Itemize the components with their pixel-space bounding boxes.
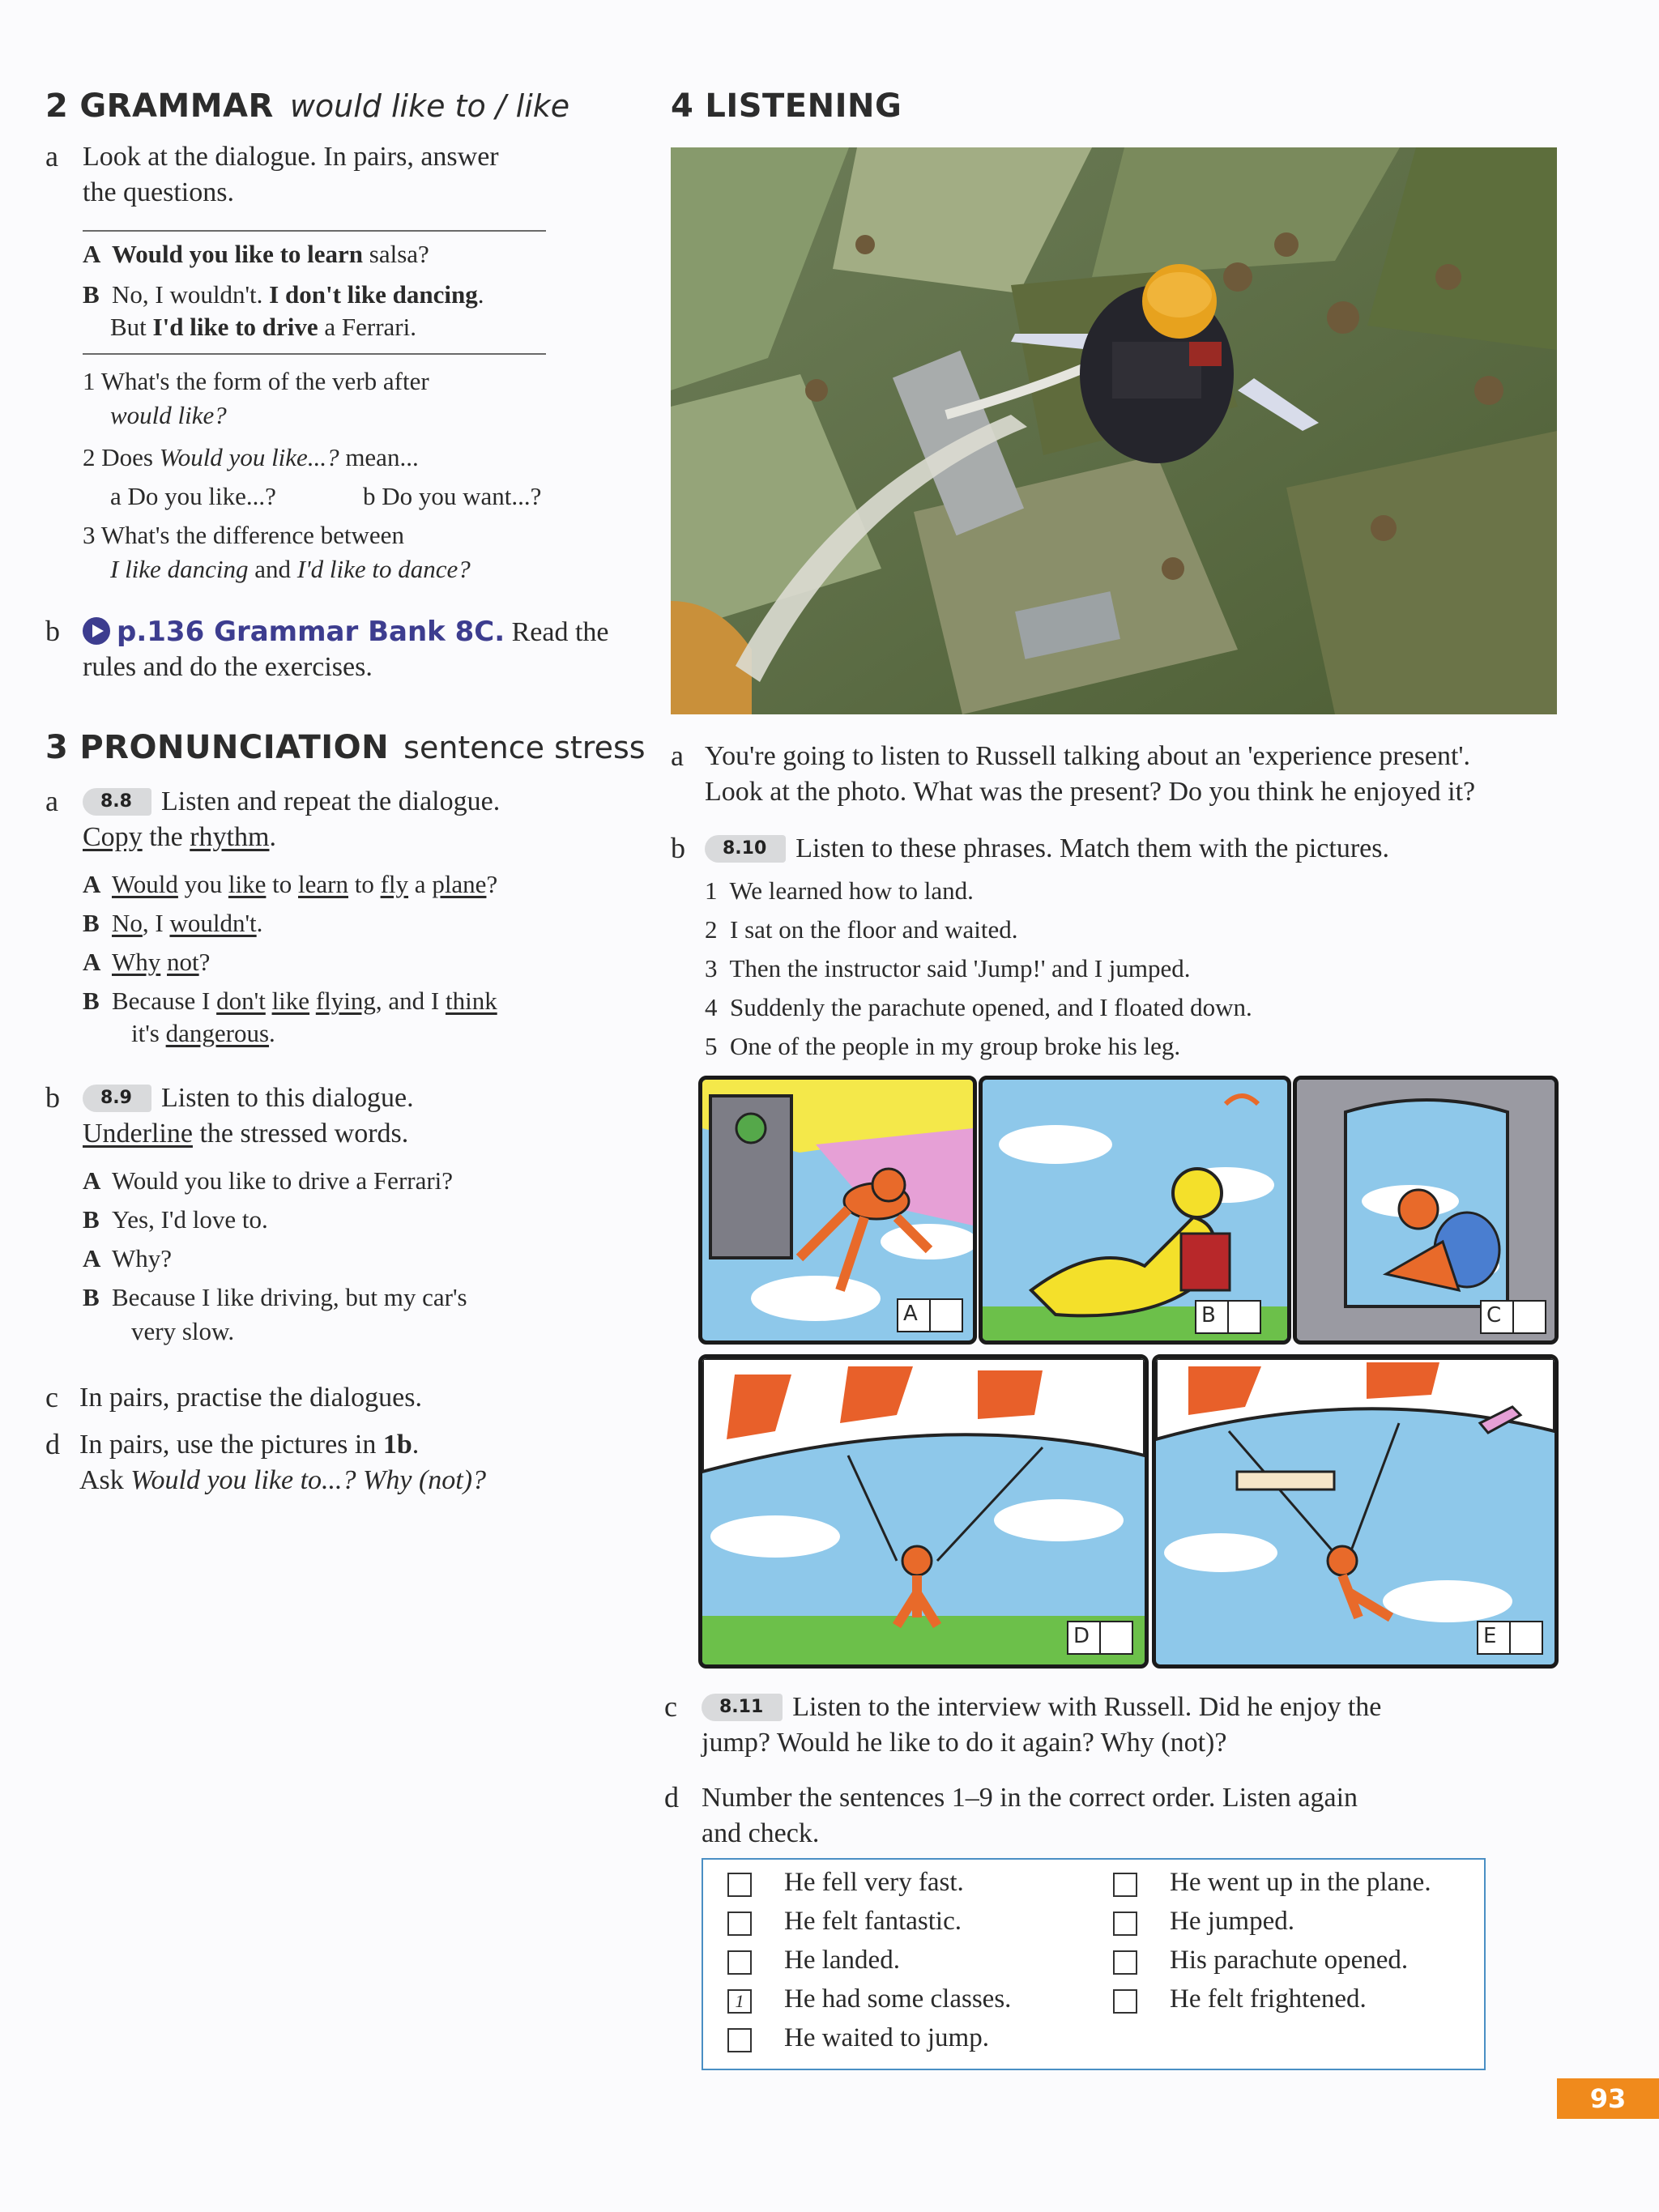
- dialogue-text: it's: [131, 1019, 166, 1047]
- exercise-letter: b: [671, 832, 685, 864]
- answer-box-a[interactable]: A: [897, 1298, 963, 1332]
- exercise-letter: c: [664, 1690, 677, 1723]
- listening-number: 4: [671, 87, 694, 125]
- sentence-text: He fell very fast.: [784, 1868, 964, 1897]
- sentence-text: He went up in the plane.: [1170, 1868, 1431, 1897]
- dialogue-line: A Why?: [83, 1244, 173, 1272]
- sentence-text: He felt fantastic.: [784, 1907, 962, 1936]
- dialogue-text: to: [348, 870, 381, 898]
- exercise-letter: d: [45, 1428, 60, 1460]
- divider: [83, 353, 546, 355]
- dialogue-line: B No, I wouldn't.: [83, 909, 263, 937]
- option-a: a Do you like...?: [110, 482, 276, 510]
- order-number-box[interactable]: 1: [727, 1989, 752, 2014]
- audio-track-badge[interactable]: 8.11: [702, 1694, 783, 1721]
- sentence-text: He waited to jump.: [784, 2023, 989, 2052]
- instruction-text: Number the sentences 1–9 in the correct order. Listen again: [702, 1783, 1358, 1813]
- picture-panel-c: [1293, 1076, 1559, 1345]
- dialogue-text: Because I: [112, 987, 217, 1015]
- instruction-text: Look at the photo. What was the present? Do you think he enjoyed it?: [705, 777, 1476, 807]
- exercise-letter: d: [664, 1781, 679, 1813]
- stressed-word: not: [167, 948, 199, 976]
- order-number-box[interactable]: [1113, 1873, 1137, 1897]
- exercise-letter: a: [45, 785, 58, 817]
- dialogue-text: you: [177, 870, 228, 898]
- dialogue-line: very slow.: [131, 1317, 235, 1345]
- question-item: 1 What's the form of the verb after: [83, 367, 429, 395]
- skydiver-photo: [671, 147, 1557, 714]
- dialogue-line: [131, 1014, 275, 1053]
- phrase-item: 2 I sat on the floor and waited.: [705, 915, 1018, 944]
- option-b: b Do you want...?: [363, 482, 542, 510]
- sentence-text: His parachute opened.: [1170, 1946, 1409, 1975]
- sentence-text: He jumped.: [1170, 1907, 1294, 1936]
- ordering-box: [702, 1858, 1486, 2070]
- instruction-text: and check.: [702, 1818, 820, 1848]
- exercise-letter: b: [45, 1081, 60, 1114]
- instruction-text: You're going to listen to Russell talking about an 'experience present'.: [705, 741, 1471, 771]
- stressed-word: like: [271, 987, 310, 1015]
- grammar-subtitle: would like to / like: [289, 88, 570, 124]
- dialogue-text: [309, 987, 316, 1015]
- sentence-text: He landed.: [784, 1946, 900, 1975]
- listening-heading: [671, 87, 902, 125]
- instruction-text: In pairs, practise the dialogues.: [79, 1383, 422, 1413]
- audio-track-badge[interactable]: 8.9: [83, 1085, 151, 1112]
- stressed-word: fly: [380, 870, 409, 898]
- pronunciation-subtitle: sentence stress: [403, 730, 646, 765]
- dialogue-line: B No, I wouldn't. I don't like dancing.: [83, 280, 484, 309]
- pronunciation-heading: [45, 729, 646, 766]
- grammar-heading: [45, 87, 569, 125]
- exercise-letter: a: [45, 140, 58, 173]
- order-number-box[interactable]: [1113, 1989, 1137, 2014]
- order-number-box[interactable]: [727, 1912, 752, 1936]
- dialogue-line: A Would you like to learn salsa?: [83, 240, 429, 268]
- order-number-box[interactable]: [727, 1950, 752, 1975]
- order-number-box[interactable]: [727, 2028, 752, 2052]
- divider: [83, 230, 546, 232]
- stressed-word: like: [228, 870, 267, 898]
- dialogue-line: B Yes, I'd love to.: [83, 1205, 268, 1234]
- pronunciation-number: 3: [45, 729, 69, 766]
- instruction-text: the questions.: [83, 177, 234, 207]
- parachutist-floating-down-illustration: [1156, 1358, 1555, 1664]
- phrase-item: 3 Then the instructor said 'Jump!' and I jumped.: [705, 954, 1191, 982]
- stressed-word: don't: [216, 987, 266, 1015]
- dialogue-text: to: [266, 870, 299, 898]
- stressed-word: plane: [432, 870, 487, 898]
- answer-box-d[interactable]: D: [1067, 1621, 1133, 1655]
- dialogue-text: ?: [198, 948, 211, 976]
- dialogue-text: , and I: [375, 987, 446, 1015]
- dialogue-text: .: [269, 1019, 275, 1047]
- stressed-word: Would: [112, 870, 178, 898]
- exercise-letter: b: [45, 615, 60, 647]
- question-text: I like dancing and I'd like to dance?: [110, 555, 471, 583]
- dialogue-line: A Would you like to drive a Ferrari?: [83, 1166, 454, 1195]
- instruction-text: rules and do the exercises.: [83, 652, 373, 682]
- picture-panel-b: [979, 1076, 1291, 1345]
- instruction-text: In pairs, use the pictures in 1b.: [79, 1430, 420, 1460]
- dialogue-line: A Would you like to learn to fly a plane?: [83, 870, 498, 898]
- dialogue-text: ?: [486, 870, 498, 898]
- instruction-text: jump? Would he like to do it again? Why (not)?: [702, 1728, 1227, 1758]
- order-number-box[interactable]: [727, 1873, 752, 1897]
- audio-track-badge[interactable]: 8.8: [83, 788, 151, 816]
- stressed-word: learn: [298, 870, 348, 898]
- stressed-word: wouldn't: [169, 909, 257, 937]
- instruction-text: 8.9 Listen to this dialogue.: [83, 1080, 414, 1116]
- instruction-text: Copy the rhythm.: [83, 822, 276, 852]
- stressed-word: Why: [112, 948, 161, 976]
- order-number-box[interactable]: [1113, 1912, 1137, 1936]
- parachutist-landing-illustration: [702, 1358, 1145, 1664]
- order-number-box[interactable]: [1113, 1950, 1137, 1975]
- exercise-letter: a: [671, 739, 684, 772]
- grammar-number: 2: [45, 87, 69, 125]
- picture-panel-a: [698, 1076, 977, 1345]
- listening-title: LISTENING: [705, 87, 902, 125]
- picture-panel-d: [698, 1354, 1149, 1669]
- instruction-text: Underline the stressed words.: [83, 1119, 409, 1149]
- sentence-text: He felt frightened.: [1170, 1984, 1367, 2014]
- instruction-text: Look at the dialogue. In pairs, answer: [83, 142, 499, 172]
- audio-track-badge[interactable]: 8.10: [705, 835, 786, 863]
- dialogue-line: B Because I like driving, but my car's: [83, 1283, 467, 1311]
- exercise-letter: c: [45, 1381, 58, 1413]
- instruction-text: 8.8 Listen and repeat the dialogue.: [83, 784, 500, 820]
- grammar-title: GRAMMAR: [79, 87, 274, 125]
- grammar-bank-instruction: p.136 Grammar Bank 8C. Read the: [83, 614, 609, 650]
- dialogue-line: A Why not?: [83, 948, 211, 976]
- answer-box-b[interactable]: B: [1195, 1300, 1261, 1334]
- dialogue-text: [160, 948, 167, 976]
- dialogue-text: a: [408, 870, 433, 898]
- instruction-text: 8.10 Listen to these phrases. Match them with the pictures.: [705, 831, 1389, 867]
- sentence-text: He had some classes.: [784, 1984, 1012, 2014]
- question-item: 2 Does Would you like...? mean...: [83, 443, 419, 471]
- instruction-text: Ask Would you like to...? Why (not)?: [79, 1465, 487, 1495]
- pronunciation-title: PRONUNCIATION: [79, 729, 390, 766]
- instruction-text: 8.11 Listen to the interview with Russell. Did he enjoy the: [702, 1690, 1381, 1725]
- answer-box-e[interactable]: E: [1477, 1621, 1543, 1655]
- question-item: 3 What's the difference between: [83, 521, 404, 549]
- stressed-word: dangerous: [165, 1019, 270, 1047]
- dialogue-line: B Because I don't like flying, and I think: [83, 987, 497, 1015]
- grammar-bank-link[interactable]: p.136 Grammar Bank 8C.: [117, 616, 505, 648]
- stressed-word: No: [112, 909, 143, 937]
- phrase-item: 4 Suddenly the parachute opened, and I floated down.: [705, 993, 1252, 1021]
- arrow-right-icon: [83, 617, 110, 645]
- answer-box-c[interactable]: C: [1480, 1300, 1546, 1334]
- stressed-word: flying: [315, 987, 376, 1015]
- page-number: 93: [1557, 2078, 1659, 2119]
- phrase-item: 5 One of the people in my group broke his leg.: [705, 1032, 1181, 1060]
- dialogue-text: [266, 987, 272, 1015]
- phrase-item: 1 We learned how to land.: [705, 876, 974, 905]
- question-text: would like?: [110, 401, 227, 429]
- dialogue-text: , I: [142, 909, 170, 937]
- dialogue-line: But I'd like to drive a Ferrari.: [110, 313, 416, 341]
- dialogue-text: .: [256, 909, 263, 937]
- picture-panel-e: [1152, 1354, 1559, 1669]
- stressed-word: think: [445, 987, 497, 1015]
